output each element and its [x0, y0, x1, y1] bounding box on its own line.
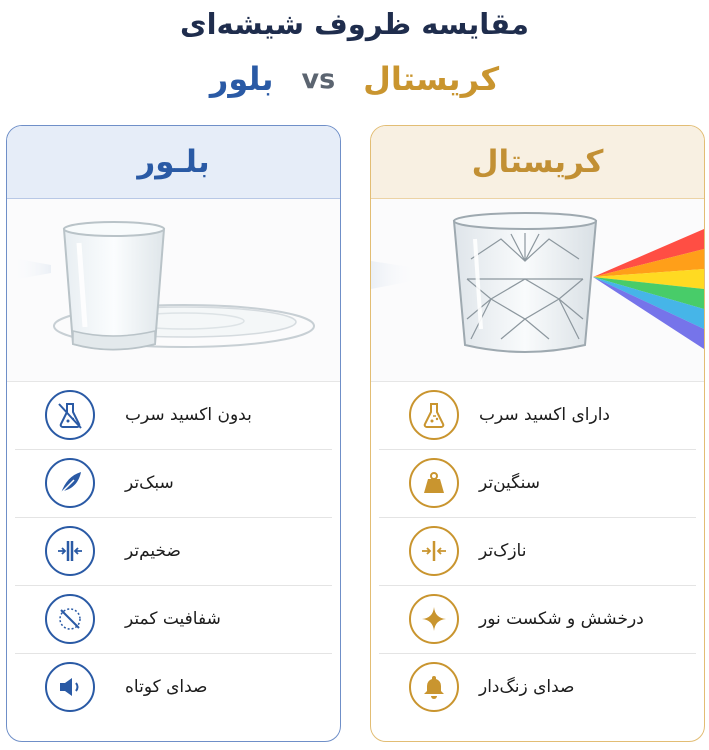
crystal-card-heading: کریستال: [371, 126, 704, 199]
blur-illustration: [7, 199, 340, 382]
feature-label: صدای زنگ‌دار: [479, 677, 575, 697]
weight-icon: [409, 458, 459, 508]
page-title: مقایسه ظروف شیشه‌ای: [180, 7, 529, 41]
crystal-feature-list: [371, 382, 704, 721]
blur-glass-plate-image: [7, 199, 340, 381]
list-item: [15, 382, 332, 450]
list-item: [15, 586, 332, 654]
reduced-clarity-icon: [45, 594, 95, 644]
feature-label: سنگین‌تر: [479, 473, 540, 493]
feature-label: دارای اکسید سرب: [479, 405, 611, 425]
list-item: [379, 450, 696, 518]
thin-icon: [409, 526, 459, 576]
subtitle-blur: بلور: [209, 60, 274, 98]
sparkle-icon: [409, 594, 459, 644]
blur-card: [6, 125, 341, 742]
flask-crossed-icon: [45, 390, 95, 440]
feature-label: درخشش و شکست نور: [479, 609, 644, 629]
list-item: [379, 586, 696, 654]
subtitle-crystal: کریستال: [363, 60, 500, 98]
subtitle-vs: vs: [301, 63, 336, 95]
feature-label: صدای کوتاه: [125, 677, 208, 697]
speaker-icon: [45, 662, 95, 712]
crystal-illustration: [371, 199, 704, 382]
feature-label: بدون اکسید سرب: [125, 405, 252, 425]
feature-label: نازک‌تر: [479, 541, 527, 561]
thickness-icon: [45, 526, 95, 576]
blur-feature-list: [7, 382, 340, 721]
list-item: [379, 382, 696, 450]
list-item: [15, 654, 332, 721]
crystal-card: [370, 125, 705, 742]
list-item: [379, 518, 696, 586]
list-item: [379, 654, 696, 721]
list-item: [15, 450, 332, 518]
bell-icon: [409, 662, 459, 712]
feature-label: ضخیم‌تر: [125, 541, 181, 561]
feather-icon: [45, 458, 95, 508]
flask-icon: [409, 390, 459, 440]
crystal-glass-rainbow-image: [371, 199, 704, 381]
list-item: [15, 518, 332, 586]
blur-card-heading: بلـور: [7, 126, 340, 199]
feature-label: سبک‌تر: [125, 473, 174, 493]
subtitle: [0, 54, 709, 104]
feature-label: شفافیت کمتر: [125, 609, 221, 629]
